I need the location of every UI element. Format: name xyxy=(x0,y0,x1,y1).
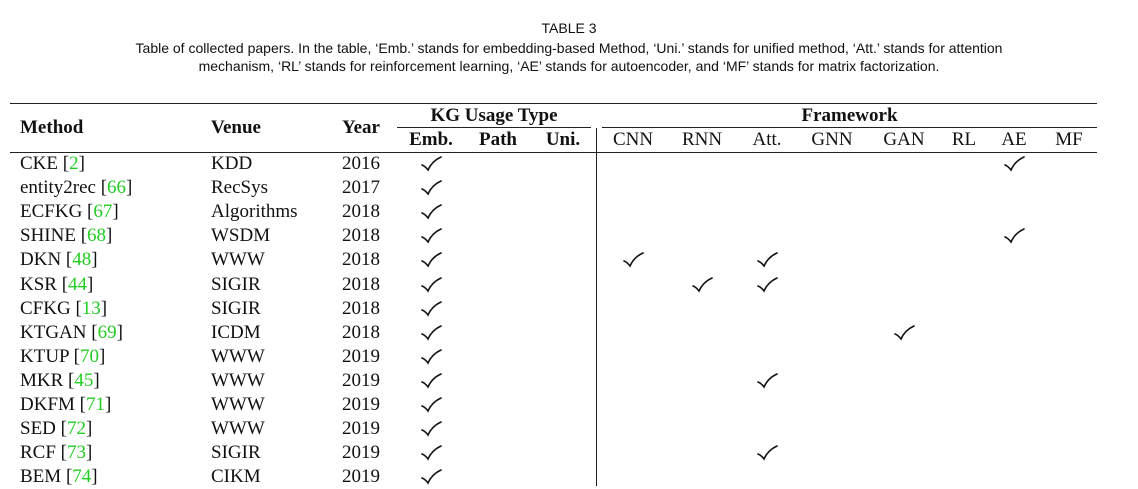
method-name: CFKG xyxy=(20,297,76,319)
header-fw-rnn: RNN xyxy=(681,129,723,150)
citation-open-bracket: [ xyxy=(80,225,88,247)
check-icon xyxy=(420,468,442,486)
method-cell xyxy=(20,393,111,417)
check-icon xyxy=(420,227,442,245)
header-kg-emb: Emb. xyxy=(409,129,453,150)
method-cell xyxy=(20,273,93,297)
check-icon xyxy=(1003,155,1025,173)
citation-link[interactable]: 2 xyxy=(69,153,79,174)
citation-close-bracket: ] xyxy=(106,225,113,247)
method-cell xyxy=(20,224,112,248)
venue-cell: Algorithms xyxy=(211,201,298,223)
check-icon xyxy=(420,420,442,438)
framework-divider xyxy=(596,128,597,486)
citation-link[interactable]: 71 xyxy=(85,394,105,415)
year-cell: 2018 xyxy=(342,225,380,247)
venue-cell: SIGIR xyxy=(211,297,261,319)
check-icon xyxy=(622,251,644,269)
citation-open-bracket: [ xyxy=(73,345,80,367)
year-cell: 2016 xyxy=(342,153,380,174)
check-icon xyxy=(420,179,442,197)
citation-open-bracket: [ xyxy=(65,249,73,271)
method-name: KTUP xyxy=(20,345,74,367)
header-kg-usage-type: KG Usage Type xyxy=(430,105,558,126)
method-name: KTGAN xyxy=(20,321,92,343)
method-cell xyxy=(20,200,119,224)
header-fw-mf: MF xyxy=(1055,129,1083,150)
venue-cell: WWW xyxy=(211,394,265,415)
caption-line-2: mechanism, ‘RL’ stands for reinforcement learning, ‘AE’ stands for autoencoder, and ‘MF’ stands for matrix factorization. xyxy=(198,58,940,74)
citation-link[interactable]: 68 xyxy=(87,225,107,247)
venue-cell: ICDM xyxy=(211,321,261,343)
method-cell xyxy=(20,321,123,345)
citation-open-bracket: [ xyxy=(87,201,94,223)
check-icon xyxy=(756,276,778,294)
year-cell: 2018 xyxy=(342,297,380,319)
method-cell xyxy=(20,465,98,489)
check-icon xyxy=(420,155,442,173)
citation-open-bracket: [ xyxy=(79,394,86,415)
year-cell: 2017 xyxy=(342,177,380,199)
citation-close-bracket: ] xyxy=(104,394,112,415)
venue-cell: WWW xyxy=(211,369,265,391)
citation-link[interactable]: 13 xyxy=(81,297,101,319)
citation-link[interactable]: 48 xyxy=(72,249,92,271)
year-cell: 2018 xyxy=(342,321,380,343)
method-name: SED xyxy=(20,418,61,440)
citation-open-bracket: [ xyxy=(68,369,75,391)
citation-close-bracket: ] xyxy=(86,442,93,464)
method-cell xyxy=(20,176,132,200)
citation-open-bracket: [ xyxy=(60,442,67,464)
citation-close-bracket: ] xyxy=(91,249,98,271)
year-cell: 2019 xyxy=(342,442,380,464)
citation-link[interactable]: 69 xyxy=(97,321,117,343)
check-icon xyxy=(420,396,442,414)
header-venue: Venue xyxy=(211,117,261,138)
year-cell: 2018 xyxy=(342,249,380,271)
header-fw-gan: GAN xyxy=(883,129,925,150)
citation-close-bracket: ] xyxy=(116,321,123,343)
check-icon xyxy=(420,251,442,269)
header-framework: Framework xyxy=(801,105,898,126)
check-icon xyxy=(756,372,778,390)
citation-link[interactable]: 66 xyxy=(107,177,127,199)
check-icon xyxy=(1003,227,1025,245)
method-cell xyxy=(20,417,92,441)
header-fw-gnn: GNN xyxy=(811,129,853,150)
header-fw-att: Att. xyxy=(752,129,782,150)
method-name: ECFKG xyxy=(20,201,88,223)
method-name: DKFM xyxy=(20,394,80,415)
check-icon xyxy=(420,324,442,342)
citation-open-bracket: [ xyxy=(60,418,67,440)
citation-open-bracket: [ xyxy=(62,153,70,174)
venue-cell: CIKM xyxy=(211,466,261,488)
header-kg-path: Path xyxy=(479,129,517,150)
citation-close-bracket: ] xyxy=(87,273,94,295)
citation-open-bracket: [ xyxy=(65,466,73,488)
check-icon xyxy=(420,300,442,318)
year-cell: 2019 xyxy=(342,345,380,367)
method-name: MKR xyxy=(20,369,69,391)
citation-open-bracket: [ xyxy=(61,273,69,295)
check-icon xyxy=(420,372,442,390)
year-cell: 2019 xyxy=(342,394,380,415)
header-year: Year xyxy=(342,117,380,138)
check-icon xyxy=(420,276,442,294)
year-cell: 2019 xyxy=(342,418,380,440)
check-icon xyxy=(893,324,915,342)
citation-close-bracket: ] xyxy=(100,297,108,319)
check-icon xyxy=(420,348,442,366)
method-name: RCF xyxy=(20,442,61,464)
check-icon xyxy=(756,251,778,269)
method-name: DKN xyxy=(20,249,66,271)
header-fw-rl: RL xyxy=(951,129,977,150)
header-kg-uni: Uni. xyxy=(545,129,581,150)
citation-close-bracket: ] xyxy=(126,177,133,199)
method-cell xyxy=(20,369,100,393)
method-name: entity2rec xyxy=(20,177,101,199)
year-cell: 2019 xyxy=(342,466,380,488)
header-fw-ae: AE xyxy=(1001,129,1027,150)
citation-close-bracket: ] xyxy=(93,369,100,391)
header-fw-cnn: CNN xyxy=(612,129,654,150)
citation-link[interactable]: 67 xyxy=(93,201,113,223)
method-name: SHINE xyxy=(20,225,81,247)
citation-close-bracket: ] xyxy=(78,153,85,174)
method-name: BEM xyxy=(20,466,66,488)
year-cell: 2018 xyxy=(342,201,380,223)
citation-link[interactable]: 44 xyxy=(68,273,88,295)
venue-cell: WWW xyxy=(211,345,265,367)
citation-open-bracket: [ xyxy=(75,297,82,319)
caption-line-1: Table of collected papers. In the table, ‘Emb.’ stands for embedding-based Method, ‘Uni.’ stands for unified method, ‘Att.’ stands for attention xyxy=(135,40,1003,56)
method-cell xyxy=(20,441,92,465)
year-cell: 2019 xyxy=(342,369,380,391)
check-icon xyxy=(756,444,778,462)
citation-open-bracket: [ xyxy=(91,321,98,343)
venue-cell: WSDM xyxy=(211,225,271,247)
citation-close-bracket: ] xyxy=(91,466,98,488)
header-bottom-rule xyxy=(10,152,1097,153)
citation-link[interactable]: 72 xyxy=(66,418,86,440)
check-icon xyxy=(691,276,713,294)
method-name: CKE xyxy=(20,153,63,174)
citation-link[interactable]: 45 xyxy=(74,369,94,391)
venue-cell: SIGIR xyxy=(211,442,261,464)
venue-cell: SIGIR xyxy=(211,273,261,295)
venue-cell: KDD xyxy=(211,153,253,174)
header-method: Method xyxy=(20,117,84,138)
citation-close-bracket: ] xyxy=(112,201,119,223)
method-cell xyxy=(20,152,85,176)
method-cell xyxy=(20,248,98,272)
method-cell xyxy=(20,297,107,321)
citation-close-bracket: ] xyxy=(85,418,93,440)
citation-link[interactable]: 74 xyxy=(72,466,92,488)
check-icon xyxy=(420,203,442,221)
citation-open-bracket: [ xyxy=(100,177,108,199)
citation-link[interactable]: 73 xyxy=(67,442,86,464)
year-cell: 2018 xyxy=(342,273,380,295)
citation-close-bracket: ] xyxy=(99,345,106,367)
method-name: KSR xyxy=(20,273,62,295)
method-cell xyxy=(20,345,105,369)
check-icon xyxy=(420,444,442,462)
venue-cell: RecSys xyxy=(211,177,268,199)
venue-cell: WWW xyxy=(211,249,265,271)
table-label: TABLE 3 xyxy=(541,20,597,36)
citation-link[interactable]: 70 xyxy=(80,345,99,367)
venue-cell: WWW xyxy=(211,418,265,440)
